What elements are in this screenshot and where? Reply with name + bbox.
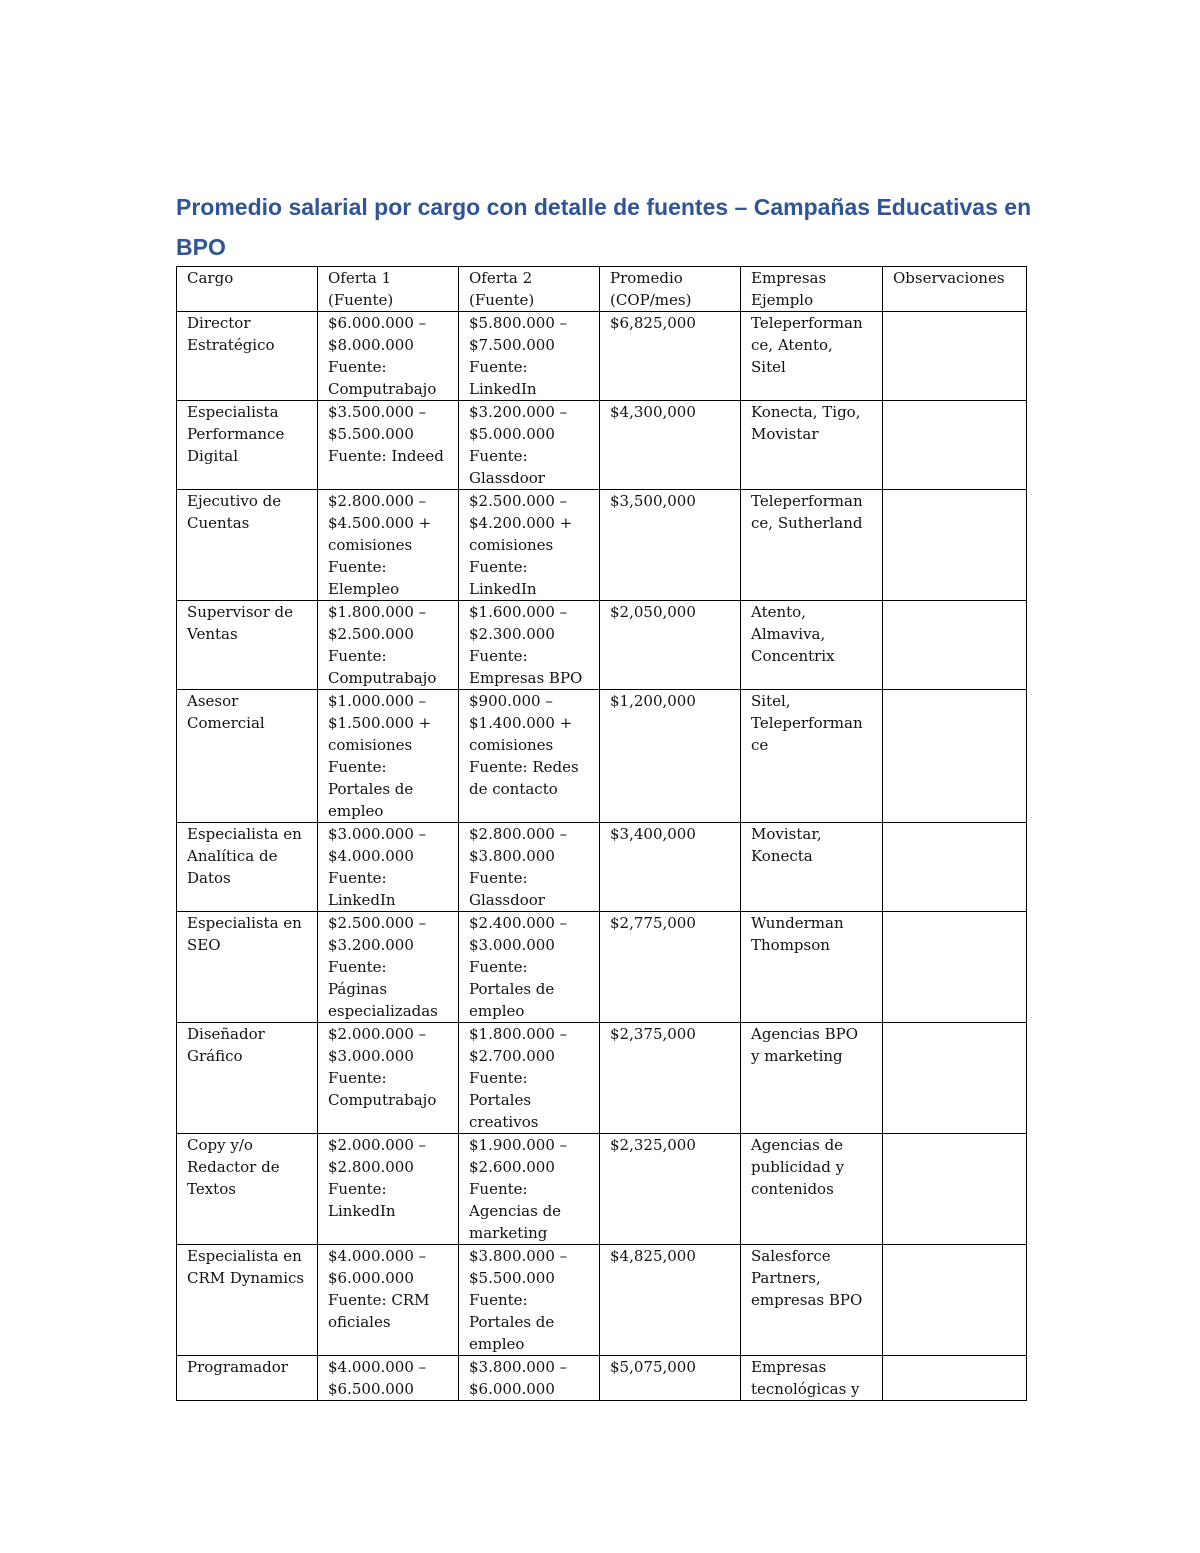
cell-empresas: Empresas tecnológicas y (741, 1356, 883, 1401)
cell-empresas: Wunderman Thompson (741, 912, 883, 1023)
cell-oferta-2: $1.900.000 – $2.600.000 Fuente: Agencias de marketing (459, 1134, 600, 1245)
cell-oferta-1: $2.000.000 – $2.800.000 Fuente: LinkedIn (318, 1134, 459, 1245)
cell-observaciones (883, 490, 1027, 601)
header-cargo: Cargo (177, 267, 318, 312)
cell-empresas: Teleperforman ce, Sutherland (741, 490, 883, 601)
cell-cargo: Supervisor de Ventas (177, 601, 318, 690)
cell-cargo: Director Estratégico (177, 312, 318, 401)
cell-oferta-2: $5.800.000 – $7.500.000 Fuente: LinkedIn (459, 312, 600, 401)
cell-cargo: Especialista en Analítica de Datos (177, 823, 318, 912)
cell-oferta-1: $2.500.000 – $3.200.000 Fuente: Páginas especializadas (318, 912, 459, 1023)
cell-empresas: Teleperforman ce, Atento, Sitel (741, 312, 883, 401)
cell-oferta-1: $1.800.000 – $2.500.000 Fuente: Computrabajo (318, 601, 459, 690)
cell-observaciones (883, 1245, 1027, 1356)
header-promedio: Promedio (COP/mes) (600, 267, 741, 312)
header-oferta-2: Oferta 2 (Fuente) (459, 267, 600, 312)
cell-promedio: $6,825,000 (600, 312, 741, 401)
page-title: Promedio salarial por cargo con detalle de fuentes – Campañas Educativas en BPO (176, 194, 1032, 260)
table-body (177, 312, 1027, 1401)
cell-observaciones (883, 1356, 1027, 1401)
cell-oferta-2: $2.400.000 – $3.000.000 Fuente: Portales de empleo (459, 912, 600, 1023)
table-row (177, 1356, 1027, 1401)
cell-promedio: $3,400,000 (600, 823, 741, 912)
cell-oferta-1: $6.000.000 – $8.000.000 Fuente: Computrabajo (318, 312, 459, 401)
cell-empresas: Agencias BPO y marketing (741, 1023, 883, 1134)
cell-empresas: Agencias de publicidad y contenidos (741, 1134, 883, 1245)
cell-promedio: $1,200,000 (600, 690, 741, 823)
cell-cargo: Especialista en CRM Dynamics (177, 1245, 318, 1356)
cell-oferta-1: $2.800.000 – $4.500.000 + comisiones Fuente: Elempleo (318, 490, 459, 601)
cell-promedio: $3,500,000 (600, 490, 741, 601)
cell-observaciones (883, 690, 1027, 823)
table-row (177, 1245, 1027, 1356)
cell-oferta-1: $4.000.000 – $6.000.000 Fuente: CRM oficiales (318, 1245, 459, 1356)
cell-promedio: $2,375,000 (600, 1023, 741, 1134)
cell-cargo: Ejecutivo de Cuentas (177, 490, 318, 601)
cell-observaciones (883, 912, 1027, 1023)
cell-cargo: Asesor Comercial (177, 690, 318, 823)
cell-oferta-1: $3.500.000 – $5.500.000 Fuente: Indeed (318, 401, 459, 490)
cell-oferta-1: $4.000.000 – $6.500.000 (318, 1356, 459, 1401)
cell-cargo: Especialista Performance Digital (177, 401, 318, 490)
cell-promedio: $2,775,000 (600, 912, 741, 1023)
cell-oferta-1: $1.000.000 – $1.500.000 + comisiones Fuente: Portales de empleo (318, 690, 459, 823)
cell-oferta-2: $900.000 – $1.400.000 + comisiones Fuente: Redes de contacto (459, 690, 600, 823)
cell-observaciones (883, 1134, 1027, 1245)
cell-promedio: $4,300,000 (600, 401, 741, 490)
salary-table (176, 266, 1027, 1401)
cell-oferta-1: $3.000.000 – $4.000.000 Fuente: LinkedIn (318, 823, 459, 912)
cell-observaciones (883, 601, 1027, 690)
table-row (177, 490, 1027, 601)
cell-oferta-2: $1.800.000 – $2.700.000 Fuente: Portales creativos (459, 1023, 600, 1134)
cell-empresas: Movistar, Konecta (741, 823, 883, 912)
cell-cargo: Especialista en SEO (177, 912, 318, 1023)
cell-empresas: Sitel, Teleperforman ce (741, 690, 883, 823)
cell-oferta-2: $2.500.000 – $4.200.000 + comisiones Fuente: LinkedIn (459, 490, 600, 601)
table-row (177, 912, 1027, 1023)
header-oferta-1: Oferta 1 (Fuente) (318, 267, 459, 312)
cell-observaciones (883, 1023, 1027, 1134)
cell-cargo: Copy y/o Redactor de Textos (177, 1134, 318, 1245)
cell-oferta-1: $2.000.000 – $3.000.000 Fuente: Computrabajo (318, 1023, 459, 1134)
cell-promedio: $4,825,000 (600, 1245, 741, 1356)
table-header-row (177, 267, 1027, 312)
table-row (177, 690, 1027, 823)
cell-empresas: Konecta, Tigo, Movistar (741, 401, 883, 490)
cell-oferta-2: $2.800.000 – $3.800.000 Fuente: Glassdoor (459, 823, 600, 912)
table-row (177, 1134, 1027, 1245)
table-row (177, 312, 1027, 401)
cell-observaciones (883, 823, 1027, 912)
table-row (177, 1023, 1027, 1134)
cell-observaciones (883, 312, 1027, 401)
cell-promedio: $5,075,000 (600, 1356, 741, 1401)
cell-observaciones (883, 401, 1027, 490)
cell-empresas: Atento, Almaviva, Concentrix (741, 601, 883, 690)
table-row (177, 401, 1027, 490)
cell-cargo: Diseñador Gráfico (177, 1023, 318, 1134)
cell-oferta-2: $1.600.000 – $2.300.000 Fuente: Empresas BPO (459, 601, 600, 690)
cell-cargo: Programador (177, 1356, 318, 1401)
cell-promedio: $2,050,000 (600, 601, 741, 690)
table-row (177, 601, 1027, 690)
cell-oferta-2: $3.800.000 – $5.500.000 Fuente: Portales de empleo (459, 1245, 600, 1356)
cell-empresas: Salesforce Partners, empresas BPO (741, 1245, 883, 1356)
cell-oferta-2: $3.800.000 – $6.000.000 (459, 1356, 600, 1401)
header-observaciones: Observaciones (883, 267, 1027, 312)
table-row (177, 823, 1027, 912)
cell-oferta-2: $3.200.000 – $5.000.000 Fuente: Glassdoor (459, 401, 600, 490)
cell-promedio: $2,325,000 (600, 1134, 741, 1245)
header-empresas: Empresas Ejemplo (741, 267, 883, 312)
